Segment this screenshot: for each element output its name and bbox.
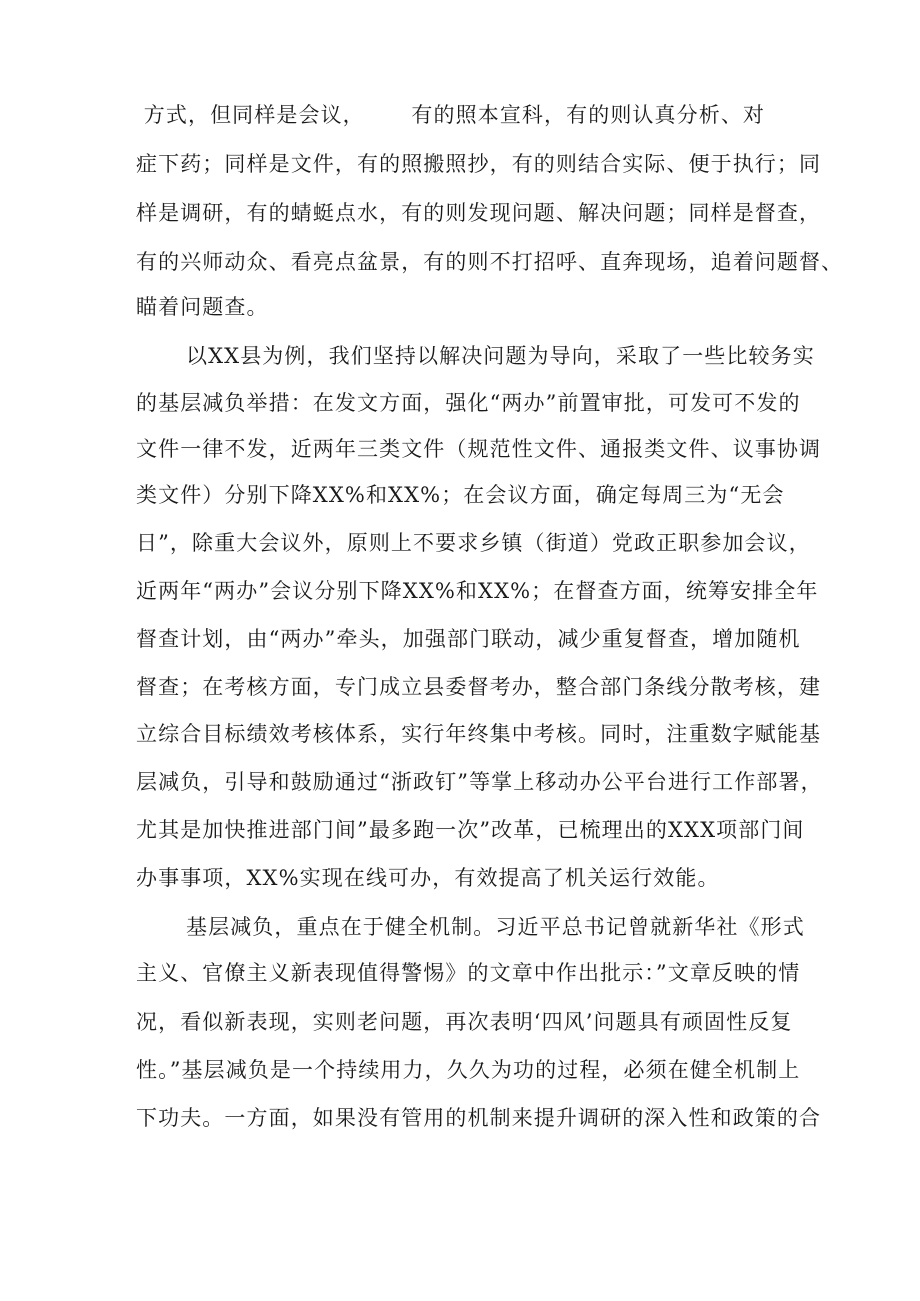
text-line: 下功夫。一方面，如果没有管用的机制来提升调研的深入性和政策的合	[136, 1106, 822, 1130]
text-line: 的基层减负举措：在发文方面，强化“两办”前置审批，可发可不发的	[136, 391, 801, 415]
text-line: 有的兴师动众、看亮点盆景，有的则不打招呼、直奔现场，追着问题督、	[136, 250, 844, 274]
text-line: 方式，但同样是会议， 有的照本宣科，有的则认真分析、对	[136, 103, 766, 127]
text-line: 尤其是加快推进部门间”最多跑一次”改革，已梳理出的XXX项部门间	[136, 818, 805, 842]
text-line: 瞄着问题查。	[136, 295, 269, 319]
paragraph-first-line: 以XX县为例，我们坚持以解决问题为导向，采取了一些比较务实	[186, 344, 815, 368]
text-line: 日”，除重大会议外，原则上不要求乡镇（街道）党政正职参加会议，	[136, 531, 811, 555]
text-line: 督查计划，由“两办”牵头，加强部门联动，减少重复督查，增加随机	[136, 627, 801, 651]
text-line: 症下药；同样是文件，有的照搬照抄，有的则结合实际、便于执行；同	[136, 152, 822, 176]
paragraph-first-line: 基层减负，重点在于健全机制。习近平总书记曾就新华社《形式	[186, 915, 805, 939]
text-line: 样是调研，有的蜻蜓点水，有的则发现问题、解决问题；同样是督查，	[136, 201, 822, 225]
text-line: 性。”基层减负是一个持续用力，久久为功的过程，必须在健全机制上	[136, 1058, 801, 1082]
text-line: 近两年“两办”会议分别下降XX%和XX%；在督查方面，统筹安排全年	[136, 579, 819, 603]
text-line: 立综合目标绩效考核体系，实行年终集中考核。同时，注重数字赋能基	[136, 722, 822, 746]
text-line: 督查；在考核方面，专门成立县委督考办，整合部门条线分散考核，建	[136, 675, 822, 699]
text-line: 况，看似新表现，实则老问题，再次表明‘四风’问题具有顽固性反复	[136, 1010, 793, 1034]
text-line: 办事事项，XX%实现在线可办，有效提高了机关运行效能。	[136, 866, 720, 890]
text-line: 文件一律不发，近两年三类文件（规范性文件、通报类文件、议事协调	[136, 437, 822, 461]
text-line: 主义、官僚主义新表现值得警惕》的文章中作出批示：”文章反映的情	[136, 961, 801, 985]
text-line: 层减负，引导和鼓励通过“浙政钉”等掌上移动办公平台进行工作部署，	[136, 770, 823, 794]
text-line: 类文件）分别下降XX%和XX%；在会议方面，确定每周三为“无会	[136, 483, 785, 507]
